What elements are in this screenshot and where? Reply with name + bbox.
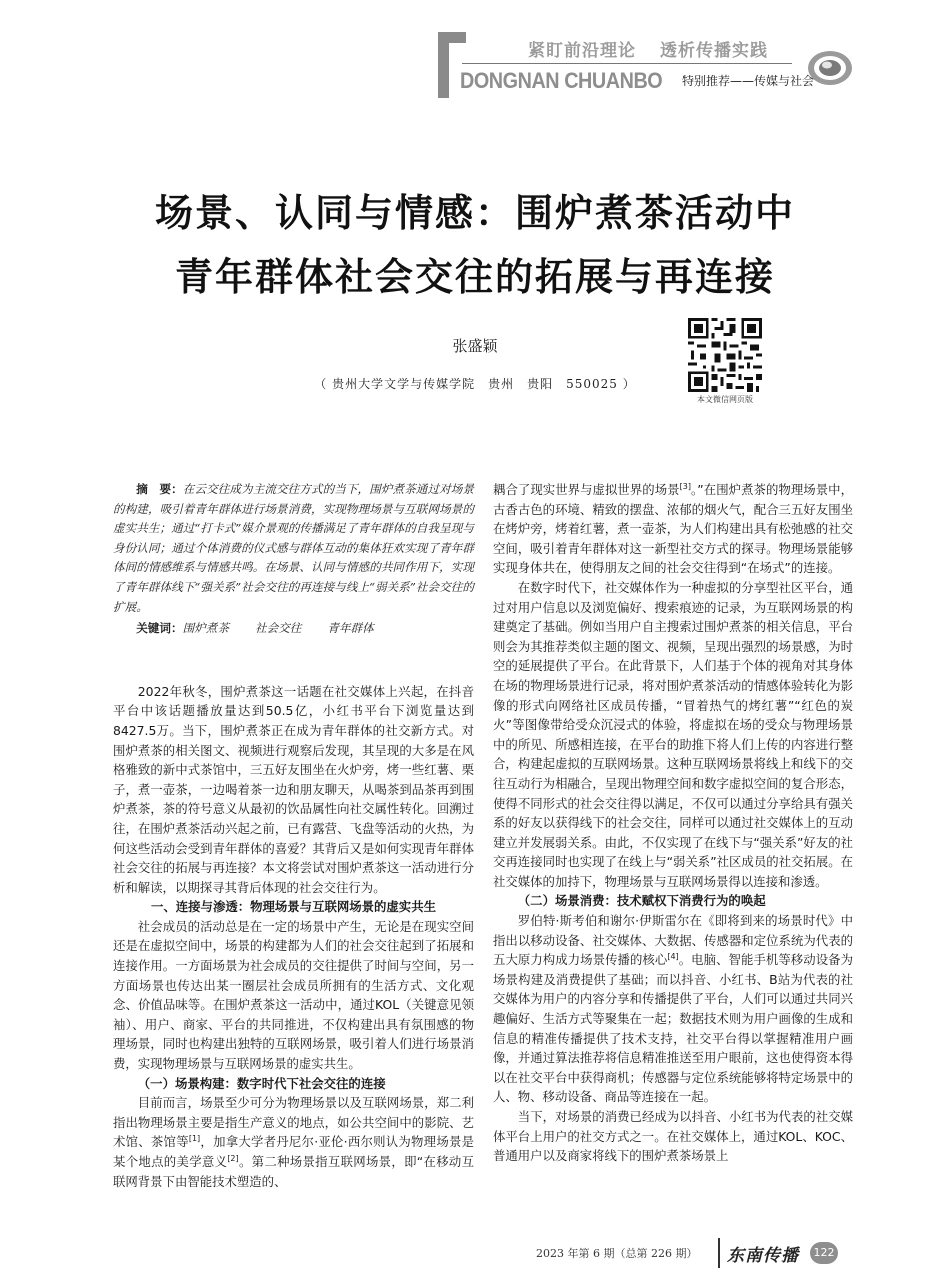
keywords [113,619,474,639]
qr-code-icon[interactable] [688,318,762,392]
keyword: 社会交往 [254,621,302,636]
keyword: 青年群体 [327,621,374,636]
keyword: 围炉煮茶 [182,621,229,636]
header-slogan [528,36,768,61]
journal-logo-icon [807,48,853,88]
text-run: 。”在围炉煮茶的物理场景中，古香古色的环境、精致的摆盘、浓郁的烟火气，配合三五好友围坐在烤炉旁，烤着红薯，煮一壶茶，为人们构建出具有松弛感的社交空间，吸引着青年群体对这一新型社交方式的探寻。物理场景能够实现身体共在，使得朋友之间的社会交往得到“在场式”的连接。 [493,482,853,576]
author: 张盛颖 [452,337,498,355]
header-rule [462,63,792,64]
body-paragraph: 当下，对场景的消费已经成为以抖音、小红书为代表的社交媒体平台上用户的社交方式之一。在社交媒体上，通过KOL、KOC、普通用户以及商家将线下的围炉煮茶场景上 [493,1109,853,1164]
citation-2[interactable]: [2] [227,1153,239,1163]
slogan-left: 紧盯前沿理论 [528,41,636,61]
text-run: ，加拿大学者丹尼尔·亚伦·西尔则认为物理场景是某个地点的美学意义 [113,1134,474,1169]
citation-4[interactable]: [4] [667,952,679,962]
body-paragraph [493,911,853,1107]
slogan-right: 透析传播实践 [660,41,768,61]
body-paragraph-continued [493,480,853,578]
citation-1[interactable]: [1] [188,1134,201,1144]
subsection-heading-2: （二）场景消费：技术赋权下消费行为的唤起 [517,893,766,909]
body-paragraph: 社会成员的活动总是在一定的场景中产生，无论是在现实空间还是在虚拟空间中，场景的构建都为人们的社会交往起到了拓展和连接作用。一方面场景为社会成员的交往提供了时间与空间，另一方面场景也传达出某一圈层社会成员所拥有的生活方式、文化观念、价值品味等。在围炉煮茶这一活动中，通过KOL（关键意见领袖）、用户、商家、平台的共同推进，不仅构建出具有氛围感的物理场景，同时也构建出独特的互联网场景，吸引着人们进行场景消费，实现物理场景与互联网场景的虚实共生。 [113,918,474,1072]
qr-caption: 本文微信网页版 [697,395,753,404]
article-title-line-2: 青年群体社会交往的拓展与再连接 [174,255,775,299]
text-run: 。电脑、智能手机等移动设备为场景构建及消费提供了基础；而以抖音、小红书、B站为代表的社交媒体为用户的内容分享和传播提供了平台，人们可以通过共同兴趣偏好、生活方式等聚集在一起；数据技术则为用户画像的生成和信息的精准传播提供了技术支持，社交平台得以掌握精准用户画像，并通过算法推荐将信息精准推送至用户眼前，这也使得资本得以在社交平台中获得商机；传感器与定位系统能够将特定场景中的人、物、移动设备、商品等连接在一起。 [493,952,853,1105]
section-label: 特别推荐——传媒与社会 [682,74,815,88]
article-title-line-1: 场景、认同与情感：围炉煮茶活动中 [154,191,795,235]
body-paragraph [113,1093,474,1191]
journal-name: 东南传播 [727,1246,799,1266]
text-run: 。第二种场景指互联网场景，即“在移动互联网背景下由智能技术塑造的、 [113,1154,475,1189]
affiliation: （ 贵州大学文学与传媒学院 贵州 贵阳 550025 ） [314,377,636,391]
header-bracket-top [438,32,466,43]
page-number: 122 [810,1242,838,1264]
section-heading-1: 一、连接与渗透：物理场景与互联网场景的虚实共生 [151,899,436,915]
journal-brand: DONGNAN CHUANBO [460,68,663,93]
subsection-heading-1: （一）场景构建：数字时代下社会交往的连接 [137,1075,386,1091]
citation-3[interactable]: [3] [679,481,691,491]
abstract-text: 在云交往成为主流交往方式的当下，围炉煮茶通过对场景的构建，吸引着青年群体进行场景消费，实现物理场景与互联网场景的虚实共生；通过“打卡式”媒介景观的传播满足了青年群体的自我呈现与身份认同；通过个体消费的仪式感与群体互动的集体狂欢实现了青年群体间的情感维系与情感共鸣。在场景、认同与情感的共同作用下，实现了青年群体线下“强关系”社会交往的再连接与线上“弱关系”社会交往的扩展。 [113,482,474,614]
footer-divider [718,1238,720,1268]
left-column [113,480,474,1191]
abstract-label: 摘 要： [136,482,183,496]
body-paragraph: 在数字时代下，社交媒体作为一种虚拟的分享型社区平台，通过对用户信息以及浏览偏好、搜索痕迹的记录，为互联网场景的构建奠定了基础。例如当用户自主搜索过围炉煮茶的相关信息，平台则会为其推荐类似主题的图文、视频，呈现出强烈的场景感，为时空的延展提供了平台。在此背景下，人们基于个体的视角对其身体在场的物理场景进行记录，将对围炉煮茶活动的情感体验转化为影像的形式向网络社区成员传播，“冒着热气的烤红薯”“红色的炭火”等图像带给受众沉浸式的体验，将虚拟在场的受众与物理场景中的所见、所感相连接，在平台的助推下将人们上传的内容进行整合，构建起虚拟的互联网场景。这种互联网场景将线上和线下的交往互动行为相融合，呈现出物理空间和数字虚拟空间的复合形态，使得不同形式的社会交往得以满足，不仅可以通过分享给具有强关系的好友以获得线下的社会交往，同样可以通过社交媒体上的互动建立并发展弱关系。由此，不仅实现了在线下与“强关系”好友的社交再连接同时也实现了在线上与“弱关系”社区成员的社交拓展。在社交媒体的加持下，物理场景与互联网场景得以连接和渗透。 [493,579,853,889]
abstract-spacer [113,639,474,682]
text-run: 罗伯特·斯考伯和谢尔·伊斯雷尔在《即将到来的场景时代》中指出以移动设备、社交媒体、大数据、传感器和定位系统为代表的五大原力构成力场景传播的核心 [493,913,853,968]
text-run: 耦合了现实世界与虚拟世界的场景 [493,482,680,497]
right-column [493,480,853,1166]
text-run: 目前而言，场景至少可分为物理场景以及互联网场景，郑二利指出物理场景主要是指生产意义的地点，如公共空间中的影院、艺术馆、茶馆等 [113,1095,474,1150]
intro-paragraph: 2022年秋冬，围炉煮茶这一话题在社交媒体上兴起，在抖音平台中该话题播放量达到50.5亿，小红书平台下浏览量达到8427.5万。当下，围炉煮茶正在成为青年群体的社交新方式。对围炉煮茶的相关图文、视频进行观察后发现，其呈现的大多是在风格雅致的新中式茶馆中，三五好友围坐在火炉旁，烤一些红薯、栗子，煮一壶茶，一边喝着茶一边和朋友聊天，从喝茶到品茶再到围炉煮茶，茶的符号意义从最初的饮品属性向社交属性转化。回溯过往，在围炉煮茶活动兴起之前，已有露营、飞盘等活动的火热，为何这些活动会受到青年群体的喜爱？其背后又是如何实现青年群体社会交往的拓展与再连接？本文将尝试对围炉煮茶这一活动进行分析和解读，以期探寻其背后体现的社会交往行为。 [113,683,474,895]
keywords-label: 关键词： [136,621,183,636]
issue-info: 2023 年第 6 期（总第 226 期） [536,1247,698,1260]
abstract [113,480,474,617]
